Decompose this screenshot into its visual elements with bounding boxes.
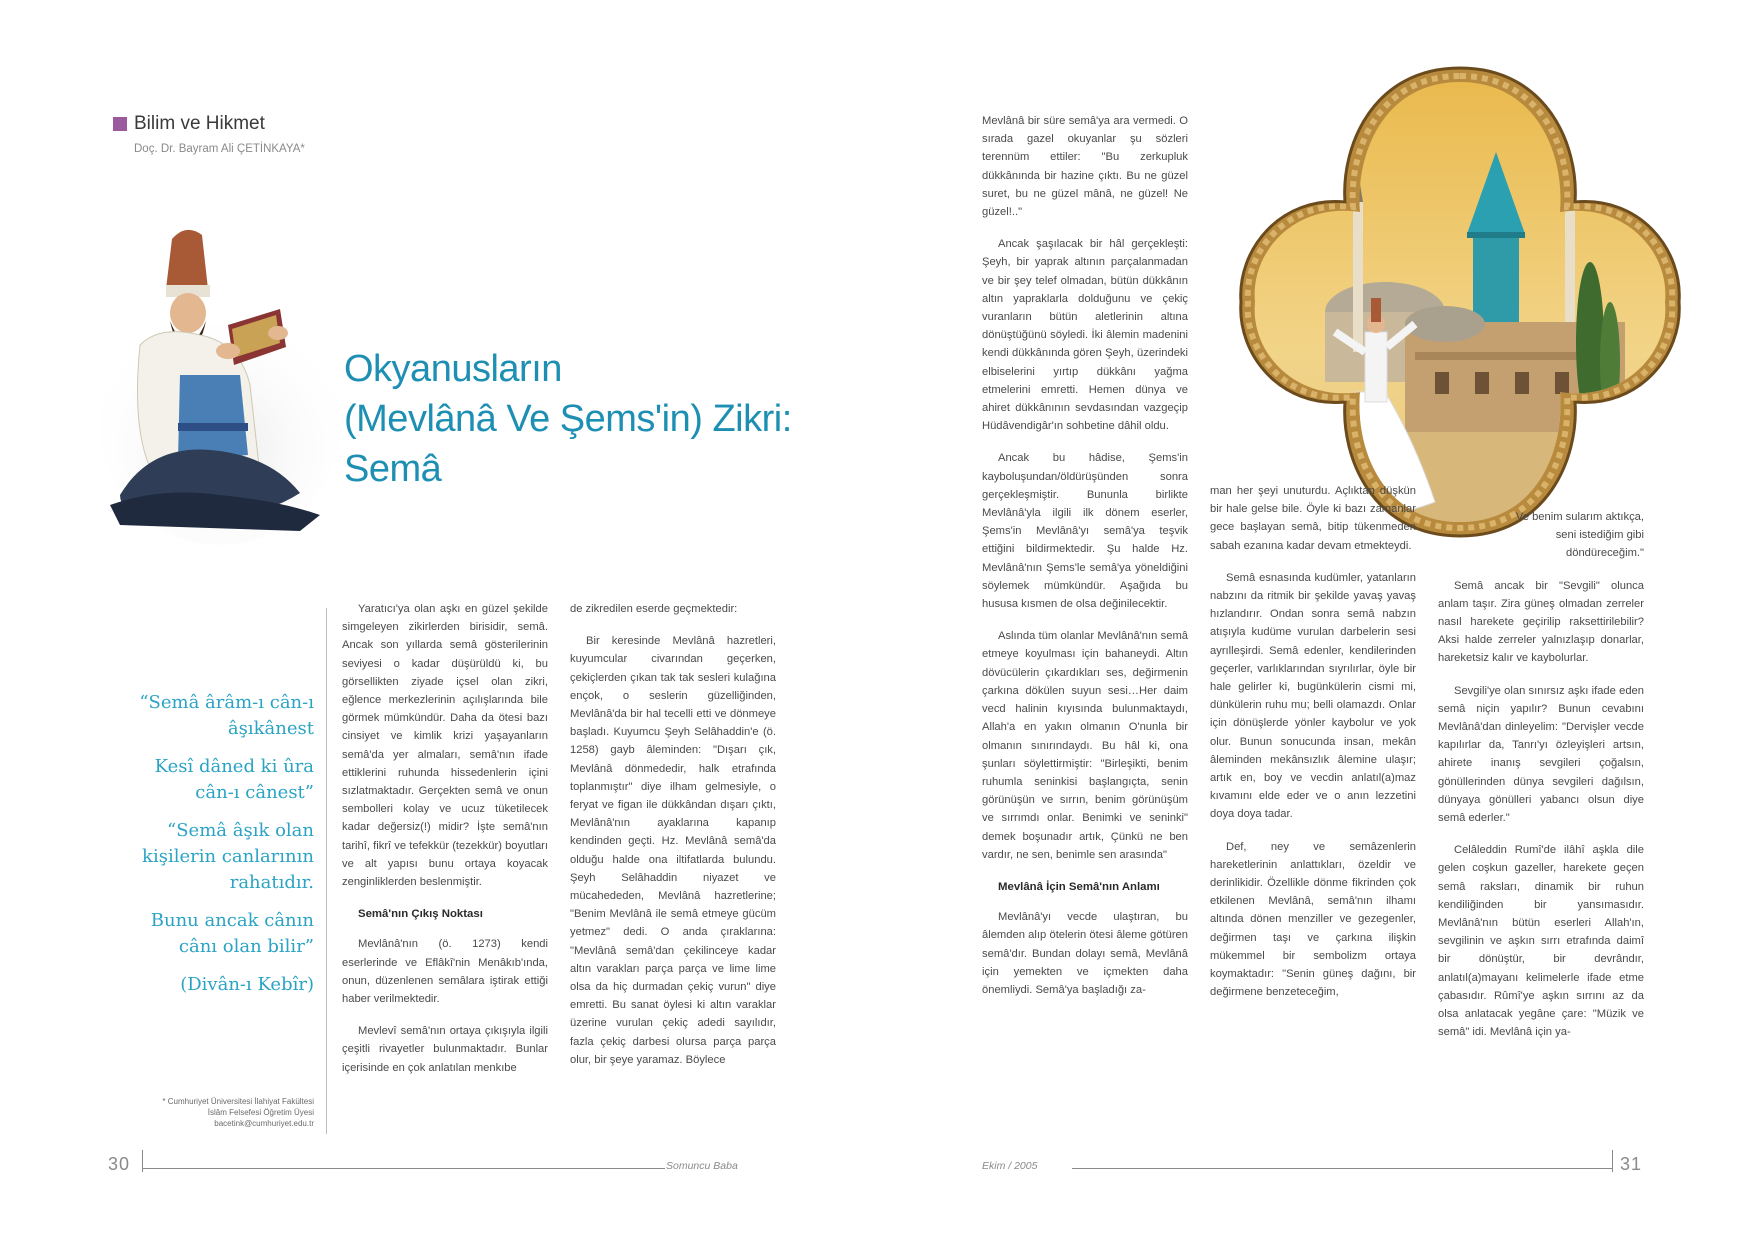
title-line-3: Semâ xyxy=(344,448,442,490)
quote-line-1: “Semâ ârâm-ı cân-ı âşıkânest xyxy=(139,692,314,739)
author-name: Doç. Dr. Bayram Ali ÇETİNKAYA* xyxy=(134,143,305,155)
col3-paragraph-4: Aslında tüm olanlar Mevlânâ'nın semâ etmeye koyulması için bahaneydi. Altın dövücülerin çıkardıkları ses, değirmenin çarkına dökülen suyun sesi…Her daim vecd halinin kıyısında bulunmaktaydı, Allah'a en yakın olmanın O'nunla bir olmanın sınırındaydı. Bu hâl ki, ona şunları söylettirmiştir: "Birleşikti, benim ruhumla seninkisi başlangıçta, senin görünüşün ve sırrın, benim görünüşüm ve sırrımdı onlar. Benimki ve seninki" demek boşunadır artık, Çünkü ne ben vardır, ne sen, benimle sen arasında" xyxy=(982,630,1188,861)
column-4 xyxy=(1210,482,1416,1015)
right-footer-tick xyxy=(1612,1150,1613,1172)
issue-date: Ekim / 2005 xyxy=(982,1160,1038,1172)
title-line-1: Okyanusların xyxy=(344,348,562,390)
magazine-name: Somuncu Baba xyxy=(666,1160,738,1172)
col3-paragraph-5: Mevlânâ'yı vecde ulaştıran, bu âlemden alıp ötelerin ötesi âleme götüren semâ'dır. Bundan dolayı semâ, Mevlânâ için yemekten ve içmekten daha önemliydi. Semâ'ya başladığı za- xyxy=(982,911,1188,996)
column-1 xyxy=(342,600,548,1091)
quote-line-2: Kesî dâned ki ûra cân-ı cânest” xyxy=(154,756,314,803)
footnote-line-1: * Cumhuriyet Üniversitesi İlahiyat Fakültesi xyxy=(162,1097,314,1106)
col4-paragraph-2: Semâ esnasında kudümler, yatanların nabzını da ritmik bir şekilde yavaş yavaş hızlandırır. Ondan sonra semâ nabzın atışıyla kudüme vurulan darbelerin sesi ayrılleşirdi. Semâ edenler, kendilerinden geçerler, varlıklarından sıyrılırlar, öyle bir hale gelirler ki, bugünkülerin cismi mi, dünkülerin ruhu mu; belli olamazdı. Onlar için dönüşlerde yönler kaybolur ve yok olur. Bunun sonucunda insan, mekân âleminden mekânsızlık âlemine ulaşır; artık en, boy ve vecdin anlatıl(a)maz kıvamını elde eder ve o anın lezzetini doya doya tadar. xyxy=(1210,571,1416,821)
col1-paragraph-3: Mevlevî semâ'nın ortaya çıkışıyla ilgili çeşitli rivayetler bulunmaktadır. Bunlar içerisinde en çok anlatılan menkıbe xyxy=(342,1025,548,1074)
column-3 xyxy=(982,112,1188,1013)
left-page-number: 30 xyxy=(108,1154,131,1174)
section-marker xyxy=(113,117,127,131)
footnote-line-2: İslâm Felsefesi Öğretim Üyesi xyxy=(207,1108,314,1117)
col3-paragraph-1: Mevlânâ bir süre semâ'ya ara vermedi. O sırada gazel okuyanlar şu sözleri terennüm ettiler: "Bu zerkupluk dükkânında bir hazine çıktı. Bu ne güzel suret, bu ne güzel mânâ, ne güzel! Ne güzel!.." xyxy=(982,115,1188,219)
col5-paragraph-3: Celâleddin Rumî'de ilâhî aşkla dile gelen coşkun gazeller, harekete geçen semâ raksları, dinamik bir ruhun kendiliğinden bir yansımasıdır. Mevlânâ'nın bütün eserleri Allah'ın, sevgilinin ve aşkın sırrı etrafında daimî bir dönüştür, bir devrândır, anlatıl(a)mayanı kelimelerle ifade etme çabasıdır. Rûmî'ye aşkın sırrını az da olsa anlatacak yegâne çare: "Müzik ve semâ" idi. Mevlânâ için ya- xyxy=(1438,844,1644,1039)
title-line-2: (Mevlânâ Ve Şems'in) Zikri: xyxy=(344,398,792,440)
quote-line-5: (Divân-ı Kebîr) xyxy=(180,974,314,995)
column-2 xyxy=(570,600,776,1083)
article-title xyxy=(344,344,792,494)
col5-paragraph-2: Sevgili'ye olan sınırsız aşkı ifade eden semâ niçin yapılır? Bunun cevabını Mevlânâ'dan dinleyelim: "Dervişler vecde kapılırlar da, Tanrı'yı özleyişleri artsın, ahirete inanış sevgileri çoğalsın, gönüllerinden dünya sevgileri dağılsın, dünyaya gönülleri yabancı olsun diye semâ ederler." xyxy=(1438,684,1644,825)
col5-paragraph-1: Semâ ancak bir "Sevgili" olunca anlam taşır. Zira güneş olmadan zerreler nasıl harekete geçirilip raksettirilebilir? Aksi halde zerreler yalnızlaşıp donarlar, hareketsiz kalır ve kaybolurlar. xyxy=(1438,579,1644,665)
right-page-number: 31 xyxy=(1620,1154,1643,1174)
col2-paragraph-2: Bir keresinde Mevlânâ hazretleri, kuyumcular civarından geçerken, çekiçlerden çıkan tak tak sesleri kulağına ençok, o seslerin güzelliğinden, Mevlânâ'da bir hal tecelli etti ve dönmeye başladı. Kuyumcu Şeyh Selâhaddin'e (ö. 1258) gayb âleminden: "Dışarı çık, Mevlânâ dönmededir, halk etrafında toplanmıştır" diye ilham gelmesiyle, o feryat ve figan ile dükkândan dışarı çıktı, Mevlânâ'nın ayaklarına kapanıp kendinden geçti. Hz. Mevlânâ semâ'da olduğu halde ona iltifatlarda bulundu. Şeyh Selâhaddin niyazet ve mücahededen, Mevlânâ hazretlerine; "Benim Mevlânâ ile semâ etmeye gücüm yetmez" dedi. O anda çıraklarına: "Mevlânâ semâ'dan çekilinceye kadar altın varakları parça parça ve lime lime olsa da hiç durmadan çekiç vurun" diye emretti. Bu sanat öylesi ki altın varaklar üzerine vurulan çekiç adedi sayılıdır, fazla çekiç darbesi olursa parça parça olur, bir şeye yaramaz. Böylece xyxy=(570,635,776,1066)
quote-line-4: Bunu ancak cânın cânı olan bilir” xyxy=(150,910,314,957)
column-divider xyxy=(326,608,327,1134)
mevlana-reading-illustration xyxy=(100,225,340,545)
column-5 xyxy=(1438,508,1644,1055)
col1-paragraph-2: Mevlânâ'nın (ö. 1273) kendi eserlerinde ve Eflâkî'nin Menâkıb'ında, onun, düzenlenen semâlara iştirak ettiği haber verilmektedir. xyxy=(342,938,548,1006)
col3-subheading: Mevlânâ İçin Semâ'nın Anlamı xyxy=(998,880,1160,893)
col1-paragraph-1: Yaratıcı'ya olan aşkı en güzel şekilde simgeleyen zikirlerden birisidir, semâ. Ancak son yıllarda semâ gösterilerinin seviyesi o kadar düşürüldü ki, bu görsellikten ziyade içsel olan zikri, eğlence merkezlerinin açılışlarında bile görmek mümkündür. Daha da ötesi bazı cinsiyet ve kimlik krizi yaşayanların semâ'da yer almaları, semâ'nın ifade ettiklerini ruhunda hissedenlerin içini sızlatmaktadır. Gerçekten semâ ve onun sembolleri kolay ve ucuz tüketilecek kadar değersiz(!) midir? İşte semâ'nın tarihî, fikrî ve tefekkür (tezekkür) boyutları ve alt yapısı bunu ortaya koyacak zenginliklerden beslenmiştir. xyxy=(342,603,548,889)
col3-paragraph-3: Ancak bu hâdise, Şems'in kayboluşundan/öldürüşünden sonra gerçekleşmiştir. Bununla birlikte Mevlânâ'yla ilgili ilk dönem eserler, Şems'in Mevlânâ'yı semâ'ya teşvik ettiğini bildirmektedir. Şu halde Hz. Mevlânâ'nın Şems'le semâ'ya yöneldiğini söylemek mümkündür. Aşağıda bu hususa kısmen de olsa değinilecektir. xyxy=(982,452,1188,611)
col4-fragment: man her şeyi unuturdu. Açlıktan düşkün bir hale gelse bile. Öyle ki bazı zamanlar gece başlayan semâ, bitip tükenmeden sabah ezanına kadar devam etmekteydi. xyxy=(1210,485,1416,552)
col3-paragraph-2: Ancak şaşılacak bir hâl gerçekleşti: Şeyh, bir yaprak altının parçalanmadan ve bir şey telef olmadan, bütün dükkânın altın yapraklarla dolduğunu ve çekiç vuranların bütün aletlerinin altına dönüştüğünü söyledi. İki âlemin madenini kendi dükkânında gören Şeyh, üzerindeki elbiselerini yırtıp dükkânı yağma etmelerini emretti. Hemen dünya ve ahiret dükkânının sevdasından vazgeçip Hüdâvendigâr'ın sohbetine dâhil oldu. xyxy=(982,238,1188,433)
pull-quote xyxy=(128,690,314,1010)
footnote-line-3: bacetink@cumhuriyet.edu.tr xyxy=(214,1119,314,1128)
col5-verse: Ve benim sularım aktıkça, seni istediğim gibi döndüreceğim." xyxy=(1515,511,1644,560)
col1-subheading: Semâ'nın Çıkış Noktası xyxy=(358,908,483,921)
col4-paragraph-3: Def, ney ve semâzenlerin hareketlerinin anlattıkları, özeldir ve derinlikidir. Özellikle dönme fikrinden çok etkilenen Mevlânâ, semâ'nın ilhamı altında dönen menziller ve gezegenler, değirmen taşı ve çarkına ilişkin mükemmel bir sembolizm ortaya koymaktadır: "Senin güneş dağını, bir değirmene benzeteceğim, xyxy=(1210,840,1416,999)
mevlana-museum-miniature xyxy=(1235,62,1685,542)
right-footer-rule xyxy=(1072,1168,1612,1169)
left-footer-rule xyxy=(143,1168,665,1169)
author-footnote xyxy=(128,1096,314,1129)
quote-line-3: “Semâ âşık olan kişilerin canlarının rahatıdır. xyxy=(142,820,314,893)
col2-paragraph-1: de zikredilen eserde geçmektedir: xyxy=(570,603,738,615)
section-name: Bilim ve Hikmet xyxy=(134,113,265,134)
